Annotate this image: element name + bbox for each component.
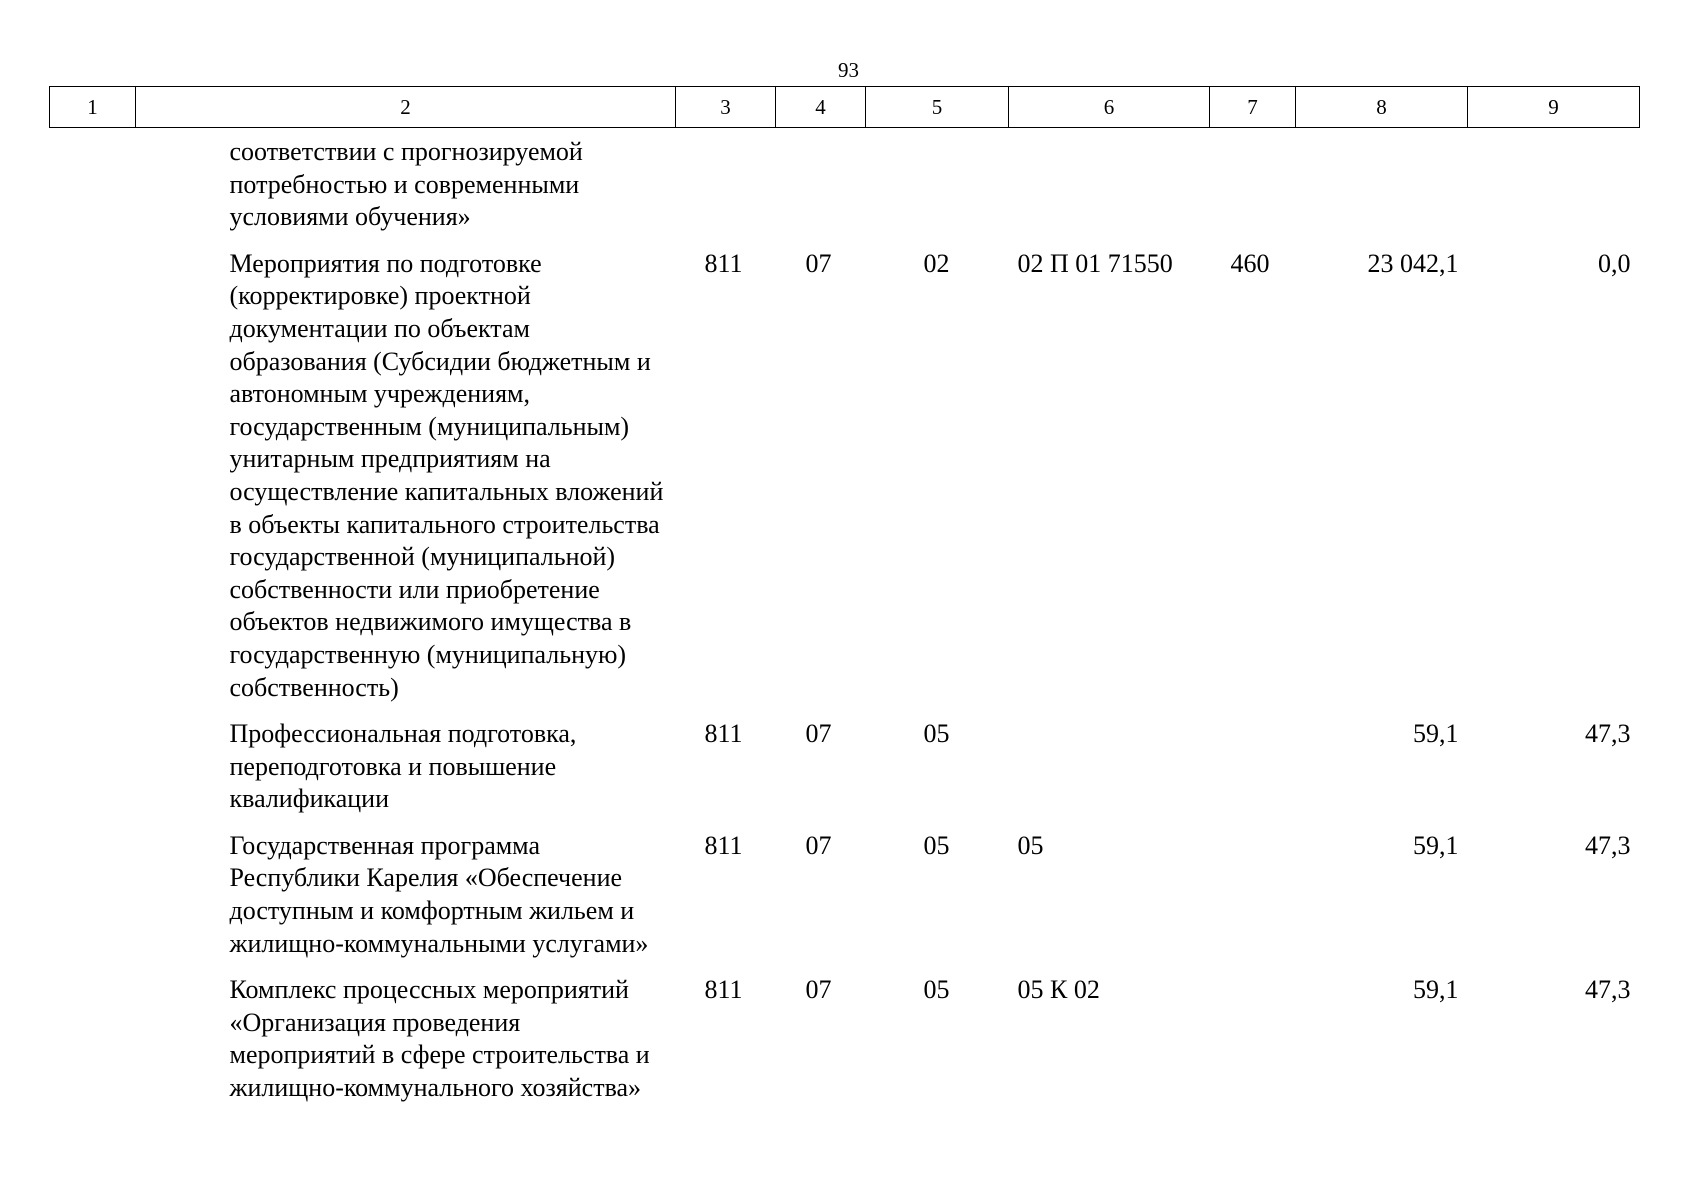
table-row bbox=[50, 830, 1640, 974]
target-article-code: 02 П 01 71550 bbox=[1017, 248, 1173, 278]
column-number-5: 5 bbox=[866, 87, 1009, 128]
target-article-code bbox=[1009, 128, 1210, 248]
column-number-2: 2 bbox=[136, 87, 676, 128]
grbs-code: 811 bbox=[704, 248, 743, 278]
expense-type-code bbox=[1210, 718, 1296, 830]
subsection-code: 05 bbox=[923, 975, 950, 1005]
sum-column-9: 47,3 bbox=[1585, 719, 1631, 749]
sum-column-8 bbox=[1296, 128, 1468, 248]
sum-column-9: 0,0 bbox=[1598, 248, 1631, 278]
expense-type-code bbox=[1210, 830, 1296, 974]
row-name: Мероприятия по подготовке (корректировке) проектной документации по объектам образования (Субсидии бюджетным и автономным учреждениям, государственным (муниципальным) унитарным предприятиям на осуществление капитальных вложений в объекты капитального строительства государственной (муниципальной) собственности или приобретение объектов недвижимого имущества в государственную (муниципальную) собственность) bbox=[229, 248, 664, 702]
sum-column-8: 59,1 bbox=[1413, 975, 1459, 1005]
section-code: 07 bbox=[805, 248, 832, 278]
column-number-3: 3 bbox=[676, 87, 776, 128]
table-header-row bbox=[50, 87, 1640, 128]
sum-column-9 bbox=[1468, 128, 1640, 248]
subsection-code: 05 bbox=[923, 719, 950, 749]
table-row bbox=[50, 248, 1640, 718]
column-number-7: 7 bbox=[1210, 87, 1296, 128]
row-name: соответствии с прогнозируемой потребностью и современными условиями обучения» bbox=[229, 137, 583, 232]
sum-column-9: 47,3 bbox=[1585, 975, 1631, 1005]
empty-cell bbox=[50, 128, 136, 248]
expense-type-code: 460 bbox=[1230, 248, 1270, 278]
page-number: 93 bbox=[838, 58, 859, 82]
subsection-code: 02 bbox=[923, 248, 950, 278]
subsection-code bbox=[866, 128, 1009, 248]
section-code: 07 bbox=[805, 830, 832, 860]
grbs-code: 811 bbox=[704, 719, 743, 749]
column-number-9: 9 bbox=[1468, 87, 1640, 128]
target-article-code: 05 К 02 bbox=[1017, 975, 1100, 1005]
sum-column-9: 47,3 bbox=[1585, 830, 1631, 860]
row-name: Государственная программа Республики Карелия «Обеспечение доступным и комфортным жильем и жилищно-коммунальными услугами» bbox=[229, 830, 649, 958]
subsection-code: 05 bbox=[923, 830, 950, 860]
table-row bbox=[50, 128, 1640, 248]
sum-column-8: 23 042,1 bbox=[1367, 248, 1459, 278]
column-number-8: 8 bbox=[1296, 87, 1468, 128]
table-row bbox=[50, 974, 1640, 1118]
grbs-code: 811 bbox=[704, 830, 743, 860]
sum-column-8: 59,1 bbox=[1413, 719, 1459, 749]
row-name: Профессиональная подготовка, переподготовка и повышение квалификации bbox=[229, 719, 577, 814]
column-number-4: 4 bbox=[776, 87, 866, 128]
row-name: Комплекс процессных мероприятий «Организация проведения мероприятий в сфере строительства и жилищно-коммунального хозяйства» bbox=[229, 975, 650, 1103]
sum-column-8: 59,1 bbox=[1413, 830, 1459, 860]
empty-cell bbox=[50, 974, 136, 1118]
budget-table bbox=[49, 86, 1640, 1119]
column-number-6: 6 bbox=[1009, 87, 1210, 128]
empty-cell bbox=[50, 830, 136, 974]
target-article-code: 05 bbox=[1017, 830, 1044, 860]
column-number-1: 1 bbox=[50, 87, 136, 128]
section-code: 07 bbox=[805, 975, 832, 1005]
grbs-code: 811 bbox=[704, 975, 743, 1005]
grbs-code bbox=[676, 128, 776, 248]
target-article-code bbox=[1009, 718, 1210, 830]
expense-type-code bbox=[1210, 974, 1296, 1118]
expense-type-code bbox=[1210, 128, 1296, 248]
section-code bbox=[776, 128, 866, 248]
section-code: 07 bbox=[805, 719, 832, 749]
table-row bbox=[50, 718, 1640, 830]
empty-cell bbox=[50, 248, 136, 718]
empty-cell bbox=[50, 718, 136, 830]
